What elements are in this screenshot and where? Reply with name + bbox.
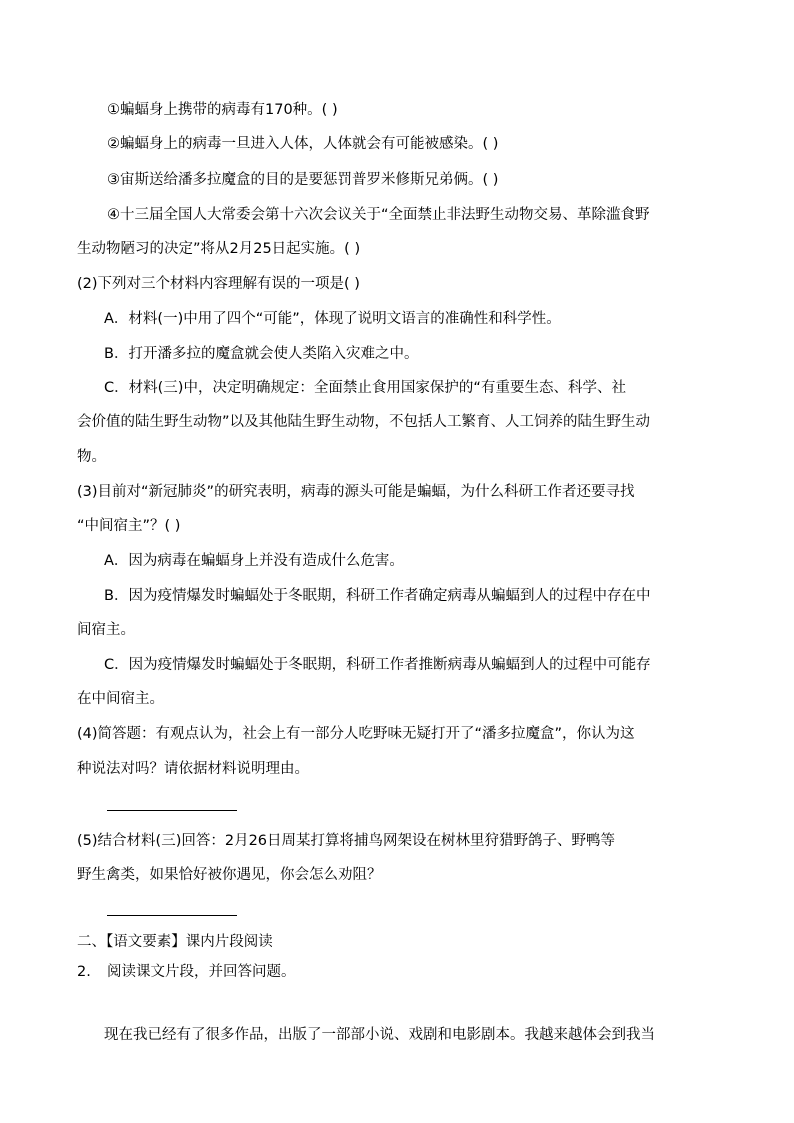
q1-item-1: ①蝙蝠身上携带的病毒有170种。( ) <box>107 102 338 118</box>
q3-stem-line-2: “中间宿主”？( ) <box>77 518 181 534</box>
q4-stem-line-2: 种说法对吗？请依据材料说明理由。 <box>77 761 309 777</box>
q1-item-2: ②蝙蝠身上的病毒一旦进入人体，人体就会有可能被感染。( ) <box>107 136 499 152</box>
section-2-question-text: 阅读课文片段，并回答问题。 <box>107 964 296 980</box>
q2-option-c-line-1: C．材料(三)中，决定明确规定：全面禁止食用国家保护的“有重要生态、科学、社 <box>104 380 626 396</box>
q1-item-4-line-1: ④十三届全国人大常委会第十六次会议关于“全面禁止非法野生动物交易、革除滥食野 <box>107 207 650 223</box>
q1-item-3: ③宙斯送给潘多拉魔盒的目的是要惩罚普罗米修斯兄弟俩。( ) <box>107 172 499 188</box>
q5-stem-line-2: 野生禽类，如果恰好被你遇见，你会怎么劝阻？ <box>77 867 382 883</box>
q2-option-b: B．打开潘多拉的魔盒就会使人类陷入灾难之中。 <box>104 346 419 362</box>
q1-item-4-line-2: 生动物陋习的决定”将从2月25日起实施。( ) <box>77 241 361 257</box>
q3-stem-line-1: (3)目前对“新冠肺炎”的研究表明，病毒的源头可能是蝙蝠，为什么科研工作者还要寻找 <box>77 484 635 500</box>
q4-stem-line-1: (4)简答题：有观点认为，社会上有一部分人吃野味无疑打开了“潘多拉魔盒”，你认为这 <box>77 726 635 742</box>
q3-option-c-line-1: C．因为疫情爆发时蝙蝠处于冬眠期，科研工作者推断病毒从蝙蝠到人的过程中可能存 <box>104 657 651 673</box>
q3-option-b-line-1: B．因为疫情爆发时蝙蝠处于冬眠期，科研工作者确定病毒从蝙蝠到人的过程中存在中 <box>104 588 651 604</box>
q4-answer-line <box>107 810 237 811</box>
q2-option-c-line-3: 物。 <box>77 449 106 465</box>
q2-option-a: A．材料(一)中用了四个“可能”，体现了说明文语言的准确性和科学性。 <box>104 311 561 327</box>
q3-option-b-line-2: 间宿主。 <box>77 622 135 638</box>
q5-answer-line <box>107 915 237 916</box>
q2-stem: (2)下列对三个材料内容理解有误的一项是( ) <box>77 276 360 292</box>
q5-stem-line-1: (5)结合材料(三)回答：2月26日周某打算将捕鸟网架设在树林里狩猎野鸽子、野鸭等 <box>77 833 616 849</box>
section-2-heading: 二、【语文要素】课内片段阅读 <box>77 934 273 950</box>
passage-line-1: 现在我已经有了很多作品，出版了一部部小说、戏剧和电影剧本。我越来越体会到我当 <box>104 1027 655 1043</box>
section-2-question-number: 2. <box>77 964 91 980</box>
q2-option-c-line-2: 会价值的陆生野生动物”以及其他陆生野生动物，不包括人工繁育、人工饲养的陆生野生动 <box>77 414 651 430</box>
q3-option-c-line-2: 在中间宿主。 <box>77 691 164 707</box>
q3-option-a: A．因为病毒在蝙蝠身上并没有造成什么危害。 <box>104 553 404 569</box>
